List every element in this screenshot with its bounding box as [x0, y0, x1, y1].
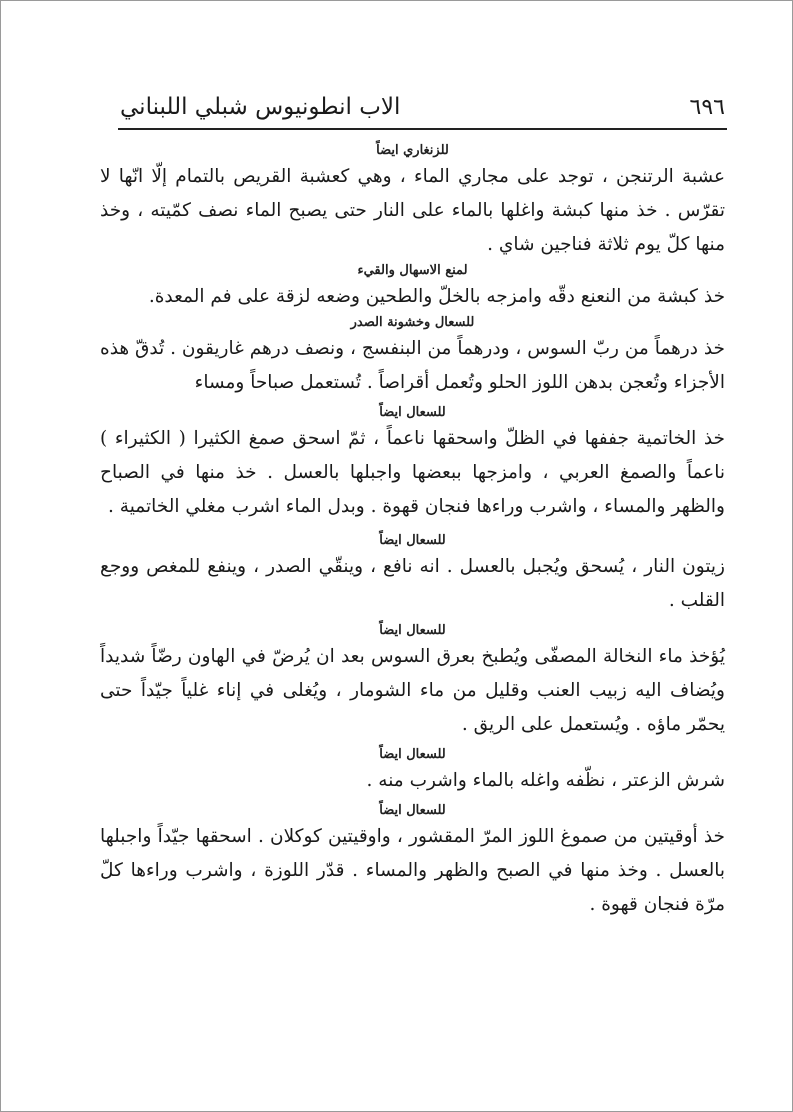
section-cough-chest — [100, 314, 725, 400]
section-paragraph: زيتون النار ، يُسحق ويُجبل بالعسل . انه نافع ، وينقّي الصدر ، وينفع للمغص ووجع القلب . — [100, 556, 725, 611]
section-cough-3 — [100, 622, 725, 742]
section-heading: للزنغاري ايضاً — [376, 143, 449, 158]
section-cough-4 — [100, 746, 725, 798]
section-cough-1 — [100, 404, 725, 524]
section-paragraph: شرش الزعتر ، نظّفه واغله بالماء واشرب منه . — [366, 770, 725, 791]
page-number: ٦٩٦ — [689, 94, 725, 120]
section-heading: لمنع الاسهال والقيء — [357, 263, 468, 278]
section-heading: للسعال ايضاً — [379, 623, 446, 638]
section-cough-2 — [100, 532, 725, 618]
section-cough-5 — [100, 802, 725, 922]
section-heading: للسعال ايضاً — [379, 533, 446, 548]
section-heading: للسعال وخشونة الصدر — [350, 315, 475, 330]
section-paragraph: خذ الخاتمية جففها في الظلّ واسحقها ناعماً ، ثمّ اسحق صمغ الكثيرا ( الكثيراء ) ناعماً والصمغ العربي ، وامزجها ببعضها واجبلها بالعسل . خذ منها في الصباح والظهر والمساء ، واشرب وراءها فنجان قهوة . وبدل الماء اشرب مغلي الخاتمية . — [100, 428, 725, 517]
section-diarrhea-vomiting — [100, 262, 725, 314]
section-paragraph: خذ أوقيتين من صموغ اللوز المرّ المقشور ، واوقيتين كوكلان . اسحقها جيّداً واجبلها بالعسل . وخذ منها في الصبح والظهر والمساء . قدّر اللوزة ، واشرب وراءها كلّ مرّة فنجان قهوة . — [100, 826, 725, 915]
page-body — [100, 142, 725, 922]
section-heading: للسعال ايضاً — [379, 803, 446, 818]
section-zinghari — [100, 142, 725, 262]
section-paragraph: يُؤخذ ماء النخالة المصفّى ويُطبخ بعرق السوس بعد ان يُرضّ في الهاون رضّاً شديداً ويُضاف اليه زبيب العنب وقليل من ماء الشومار ، ويُغلى في إناء غلياً جيّداً حتى يحمّر ماؤه . ويُستعمل على الريق . — [100, 646, 725, 735]
page-header — [120, 88, 725, 126]
running-title: الاب انطونيوس شبلي اللبناني — [120, 94, 401, 120]
section-paragraph: خذ درهماً من ربّ السوس ، ودرهماً من البنفسج ، ونصف درهم غاريقون . تُدقّ هذه الأجزاء وتُعجن بدهن اللوز الحلو وتُعمل أقراصاً . تُستعمل صباحاً ومساء — [100, 338, 725, 393]
section-heading: للسعال ايضاً — [379, 405, 446, 420]
header-rule — [118, 128, 727, 130]
section-heading: للسعال ايضاً — [379, 747, 446, 762]
section-paragraph: عشبة الرتنجن ، توجد على مجاري الماء ، وهي كعشبة القريص بالتمام إلّا انّها لا تقرّس . خذ منها كبشة واغلها بالماء على النار حتى يصبح الماء نصف كمّيته ، وخذ منها كلّ يوم ثلاثة فناجين شاي . — [100, 166, 725, 255]
section-paragraph: خذ كبشة من النعنع دقّه وامزجه بالخلّ والطحين وضعه لزقة على فم المعدة. — [148, 286, 725, 307]
